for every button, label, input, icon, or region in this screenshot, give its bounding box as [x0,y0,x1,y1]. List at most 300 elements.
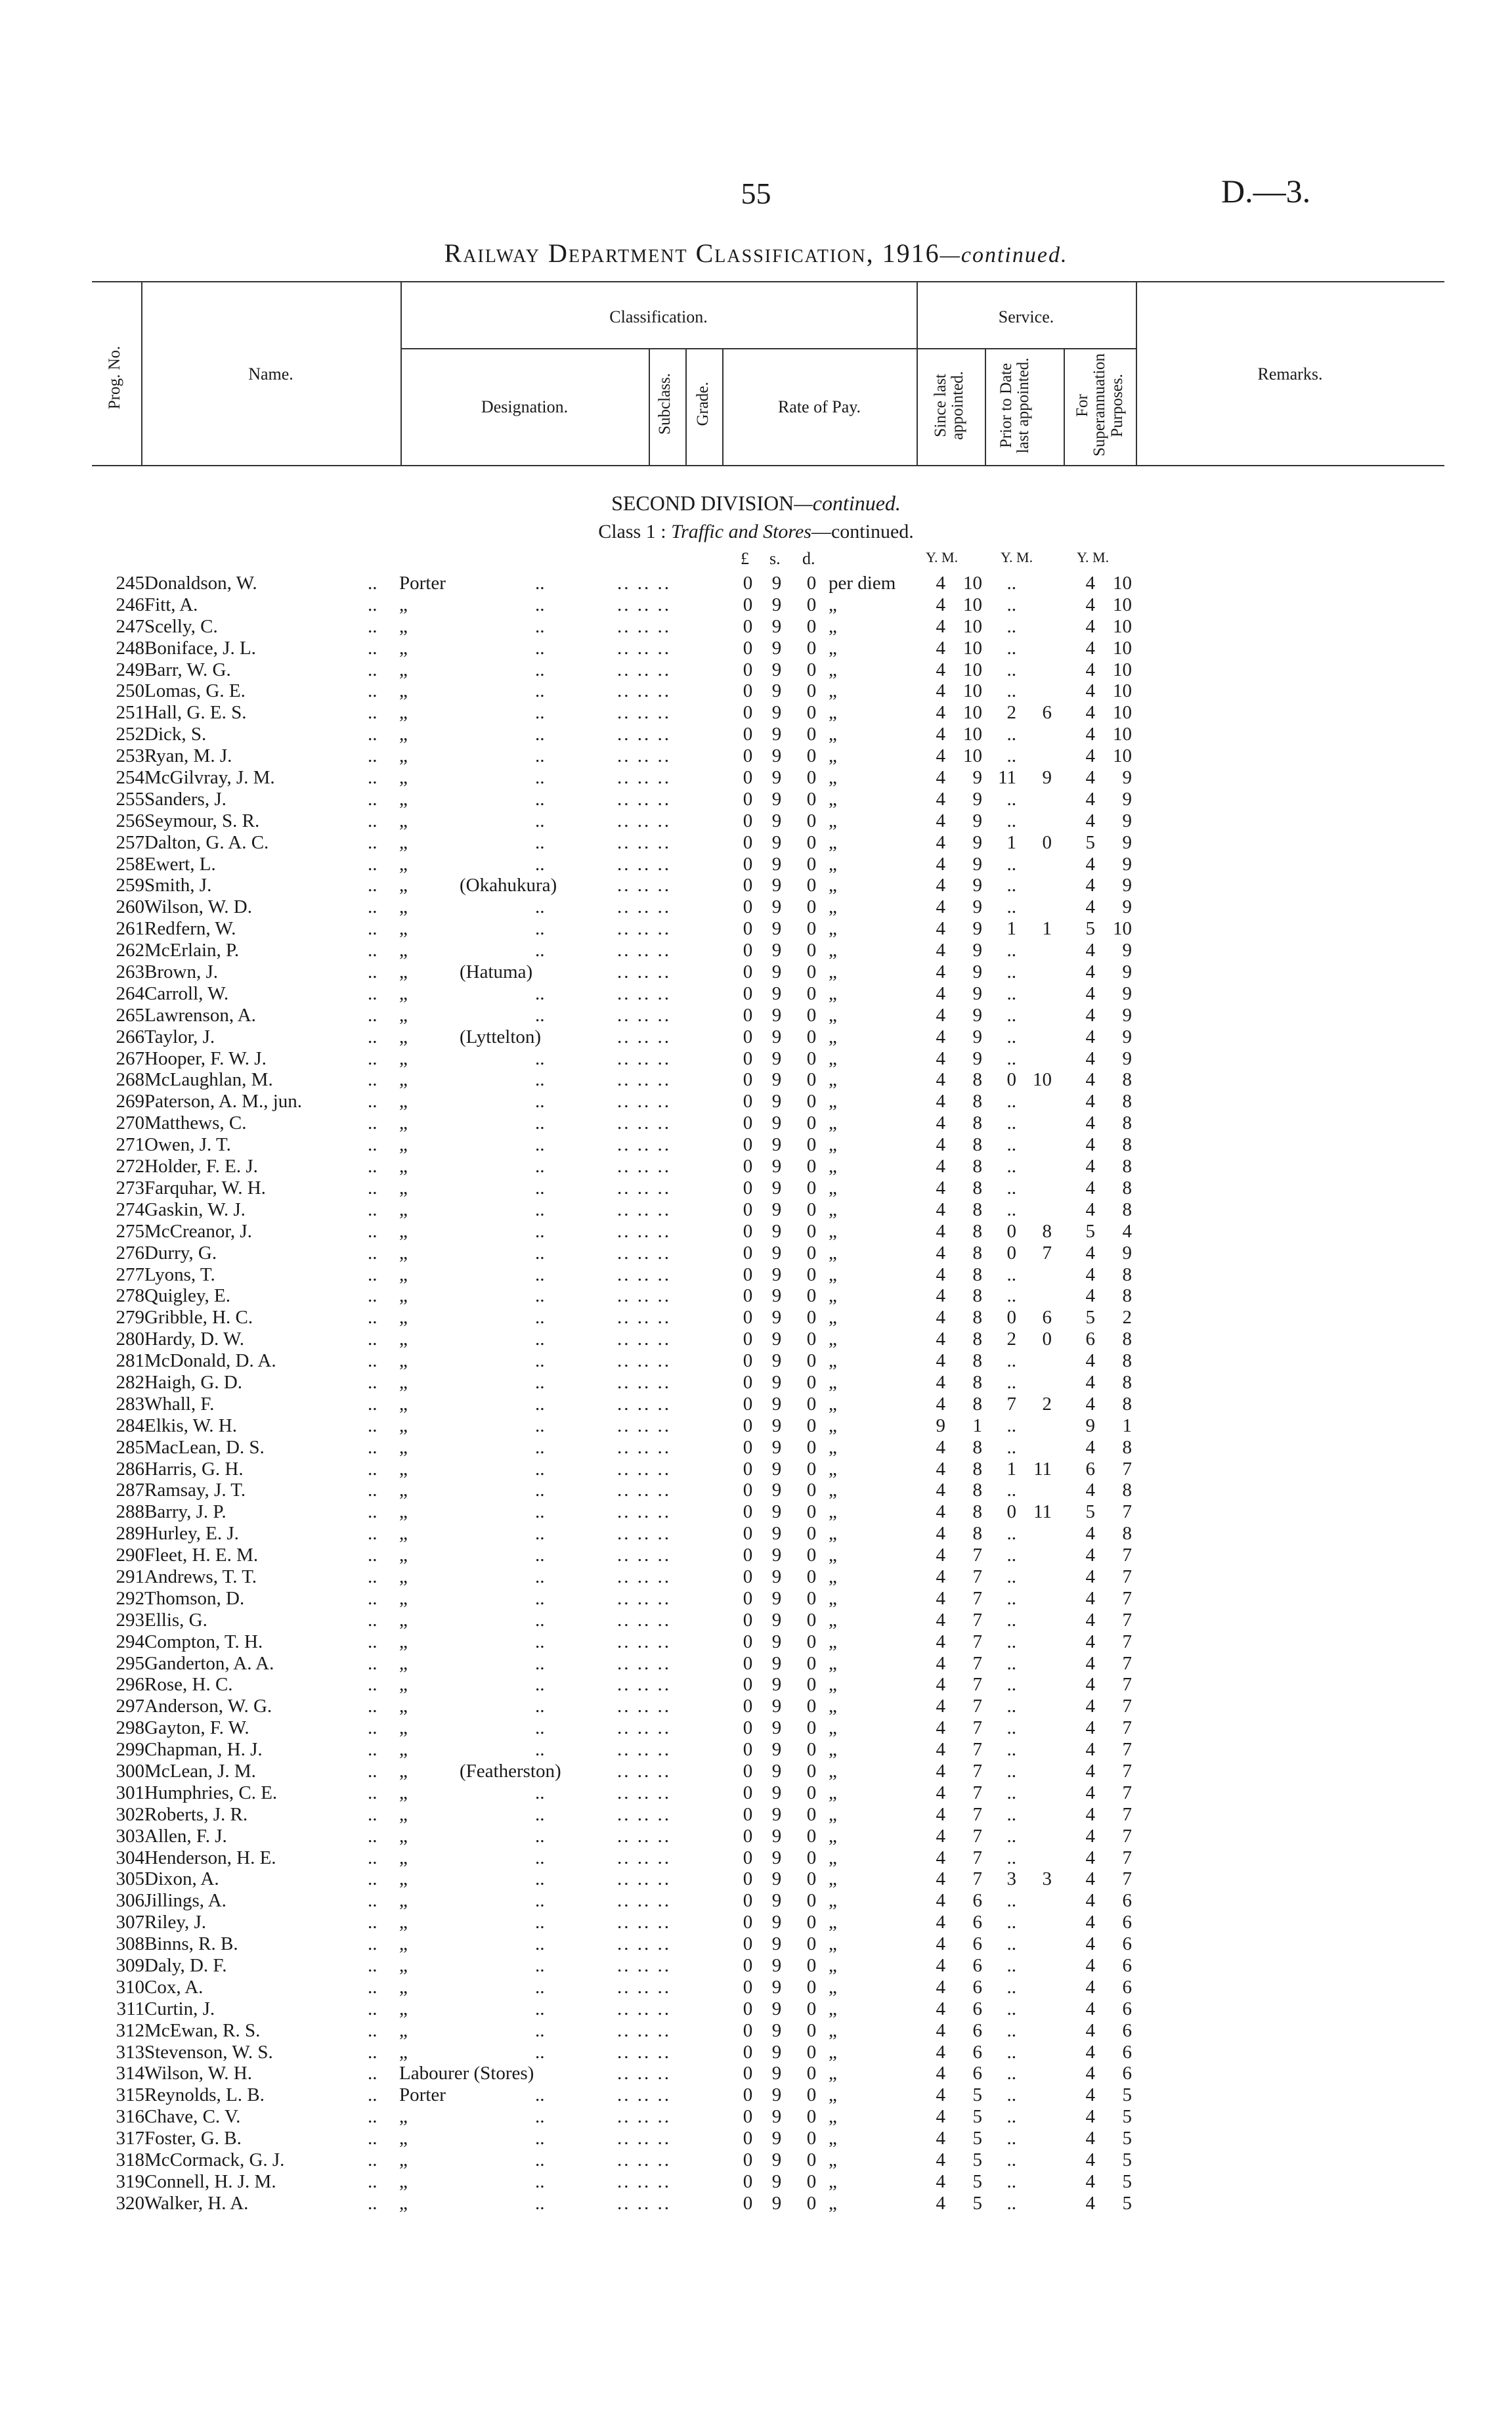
pay-shillings: 9 [771,1091,782,1112]
since-years: 4 [936,1782,945,1803]
prog-no: 311 [116,1998,144,2019]
employee-name: Curtin, J. [144,1998,215,2019]
leader-dots: .. [535,2019,545,2041]
pay-pence: 0 [806,767,817,789]
pay-period: „ [829,1976,837,1998]
pay-period: „ [829,1329,837,1350]
table-row [0,1804,1512,1826]
pay-period: „ [829,1912,837,1933]
leader-dots: .. [535,1264,545,1285]
leader-dots: .. .. .. [617,2149,671,2171]
leader-dots: .. [368,680,378,702]
pay-pounds: 0 [743,1220,753,1242]
pay-pence: 0 [806,2084,817,2106]
pay-pounds: 0 [743,724,753,745]
pay-pounds: 0 [743,1998,753,2019]
since-years: 4 [936,1285,945,1307]
header-superannuation: For Superannuation Purposes. [1073,353,1126,456]
pay-pence: 0 [806,1177,817,1199]
since-months: 9 [972,940,982,961]
pay-pounds: 0 [743,1760,753,1782]
since-years: 4 [936,1825,945,1847]
super-months: 4 [1122,1220,1132,1242]
leader-dots: .. .. .. [617,810,671,831]
table-row [0,1890,1512,1912]
super-months: 9 [1122,1026,1132,1047]
super-years: 6 [1085,1329,1095,1350]
leader-dots: .. .. .. [617,1912,671,1933]
leader-dots: .. [368,573,378,594]
leader-dots: .. .. .. [617,1587,671,1609]
pay-period: „ [829,1523,837,1545]
super-months: 5 [1122,2106,1132,2128]
pay-pence: 0 [806,1933,817,1955]
class-heading [0,521,1512,543]
pay-period: „ [829,1069,837,1091]
table-row [0,918,1512,940]
leader-dots: .. [368,2170,378,2192]
leader-dots: .. .. .. [617,1760,671,1782]
table-row [0,1372,1512,1394]
pay-shillings: 9 [771,1566,782,1587]
designation: „ [399,1739,408,1761]
since-months: 6 [972,1912,982,1933]
pay-pence: 0 [806,982,817,1004]
table-row [0,1717,1512,1739]
pay-period: „ [829,1609,837,1631]
designation: „ [399,1371,408,1393]
prior-years: .. [1006,1047,1016,1069]
pay-period: „ [829,1631,837,1652]
since-months: 6 [972,1890,982,1912]
prior-years: .. [1006,724,1016,745]
employee-name: Hurley, E. J. [144,1523,239,1545]
prior-years: .. [1006,1696,1016,1717]
super-months: 7 [1122,1674,1132,1696]
pay-shillings: 9 [771,1285,782,1307]
super-months: 5 [1122,2192,1132,2214]
pay-period: „ [829,1199,837,1220]
prog-no: 267 [116,1047,144,1069]
prior-years: .. [1006,1717,1016,1739]
prior-years: .. [1006,1285,1016,1307]
pay-shillings: 9 [771,1739,782,1761]
pay-shillings: 9 [771,1393,782,1415]
pay-pounds: 0 [743,2084,753,2106]
since-months: 7 [972,1566,982,1587]
since-years: 4 [936,1004,945,1026]
designation: „ [399,1631,408,1652]
prior-years: .. [1006,1436,1016,1458]
prog-no: 275 [116,1220,144,1242]
designation: „ [399,594,408,615]
super-years: 4 [1085,1868,1095,1890]
leader-dots: .. [535,615,545,637]
prior-years: .. [1006,1609,1016,1631]
super-years: 4 [1085,1631,1095,1652]
leader-dots: .. [368,724,378,745]
since-years: 4 [936,2170,945,2192]
super-years: 4 [1085,2192,1095,2214]
since-years: 4 [936,702,945,724]
pay-pounds: 0 [743,853,753,875]
pay-pence: 0 [806,1545,817,1566]
table-row [0,724,1512,745]
pay-shillings: 9 [771,1156,782,1177]
leader-dots: .. [535,1350,545,1372]
designation: „ [399,1976,408,1998]
table-row [0,1761,1512,1782]
since-years: 4 [936,1523,945,1545]
table-row [0,1350,1512,1372]
super-years: 4 [1085,940,1095,961]
leader-dots: .. [368,1501,378,1523]
leader-dots: .. [368,1998,378,2019]
pay-shillings: 9 [771,1523,782,1545]
designation: „ [399,1782,408,1803]
super-months: 7 [1122,1652,1132,1674]
pay-pence: 0 [806,1285,817,1307]
super-months: 10 [1113,680,1132,702]
leader-dots: .. [535,573,545,594]
prog-no: 293 [116,1609,144,1631]
prior-years: .. [1006,1652,1016,1674]
since-months: 8 [972,1199,982,1220]
leader-dots: .. [368,1004,378,1026]
since-months: 7 [972,1868,982,1890]
designation: „ [399,1868,408,1890]
since-years: 4 [936,810,945,831]
super-years: 4 [1085,2128,1095,2149]
pay-pounds: 0 [743,1545,753,1566]
since-years: 4 [936,1739,945,1761]
pay-period: „ [829,1587,837,1609]
super-years: 4 [1085,1587,1095,1609]
prior-years: .. [1006,2128,1016,2149]
super-years: 4 [1085,1912,1095,1933]
prog-no: 301 [116,1782,144,1803]
pay-period: „ [829,1890,837,1912]
leader-dots: .. [535,1717,545,1739]
since-years: 4 [936,1069,945,1091]
table-row [0,2063,1512,2084]
leader-dots: .. [535,745,545,767]
since-years: 4 [936,1026,945,1047]
leader-dots: .. [368,1329,378,1350]
prior-years: .. [1006,1004,1016,1026]
employee-name: Owen, J. T. [144,1134,231,1156]
leader-dots: .. [368,1458,378,1480]
since-years: 4 [936,2192,945,2214]
employee-name: Ganderton, A. A. [144,1652,274,1674]
prog-no: 282 [116,1371,144,1393]
super-months: 9 [1122,1004,1132,1026]
designation: „ [399,1264,408,1285]
super-months: 9 [1122,961,1132,983]
since-years: 4 [936,1912,945,1933]
pay-period: „ [829,1847,837,1868]
designation: „ [399,615,408,637]
leader-dots: .. .. .. [617,2063,671,2084]
super-months: 1 [1122,1415,1132,1436]
pay-period: „ [829,1868,837,1890]
designation: „ [399,1220,408,1242]
table-row [0,1739,1512,1761]
super-years: 5 [1085,918,1095,940]
employee-name: Ryan, M. J. [144,745,232,767]
header-remarks: Remarks. [1257,364,1323,384]
table-row [0,1285,1512,1307]
since-months: 8 [972,1177,982,1199]
prog-no: 306 [116,1890,144,1912]
employee-name: Dixon, A. [144,1868,219,1890]
unit-pounds: £ [741,549,749,568]
employee-name: Ellis, G. [144,1609,207,1631]
pay-pounds: 0 [743,2041,753,2063]
pay-pounds: 0 [743,1112,753,1134]
pay-pounds: 0 [743,1026,753,1047]
pay-pence: 0 [806,2192,817,2214]
table-row [0,2042,1512,2063]
leader-dots: .. [368,1523,378,1545]
header-classification: Classification. [609,307,708,326]
leader-dots: .. [368,2041,378,2063]
pay-pence: 0 [806,637,817,659]
super-months: 9 [1122,982,1132,1004]
prior-years: .. [1006,1998,1016,2019]
prog-no: 305 [116,1868,144,1890]
leader-dots: .. [535,853,545,875]
prog-no: 255 [116,788,144,810]
pay-period: „ [829,1004,837,1026]
pay-pounds: 0 [743,745,753,767]
pay-pence: 0 [806,918,817,940]
pay-pounds: 0 [743,1458,753,1480]
designation: „ [399,1825,408,1847]
leader-dots: .. .. .. [617,680,671,702]
leader-dots: .. .. .. [617,1933,671,1955]
prog-no: 272 [116,1156,144,1177]
since-months: 7 [972,1674,982,1696]
leader-dots: .. [535,1329,545,1350]
prior-years: .. [1006,1674,1016,1696]
section-title-main: SECOND DIVISION [611,491,794,515]
prior-years: .. [1006,615,1016,637]
leader-dots: .. [535,1134,545,1156]
leader-dots: .. .. .. [617,1307,671,1329]
pay-pence: 0 [806,1393,817,1415]
since-years: 4 [936,2106,945,2128]
employee-name: Walker, H. A. [144,2192,249,2214]
pay-pence: 0 [806,680,817,702]
pay-pence: 0 [806,615,817,637]
prog-no: 310 [116,1976,144,1998]
since-months: 9 [972,810,982,831]
table-row [0,1868,1512,1890]
prior-years: .. [1006,745,1016,767]
prior-years: .. [1006,1156,1016,1177]
unit-shillings: s. [769,549,781,568]
designation: „ [399,1847,408,1868]
pay-pounds: 0 [743,1371,753,1393]
designation: „ [399,788,408,810]
leader-dots: .. [535,2192,545,2214]
super-years: 4 [1085,1739,1095,1761]
prog-no: 251 [116,702,144,724]
pay-pence: 0 [806,1134,817,1156]
leader-dots: .. [535,1609,545,1631]
pay-period: „ [829,594,837,615]
since-years: 4 [936,2128,945,2149]
leader-dots: .. .. .. [617,1652,671,1674]
designation: „ [399,810,408,831]
employee-name: Stevenson, W. S. [144,2041,273,2063]
super-years: 4 [1085,961,1095,983]
pay-pence: 0 [806,2063,817,2084]
pay-pence: 0 [806,1912,817,1933]
since-months: 8 [972,1523,982,1545]
since-months: 9 [972,1026,982,1047]
since-months: 8 [972,1458,982,1480]
pay-shillings: 9 [771,1912,782,1933]
leader-dots: .. [368,659,378,680]
employee-name: Reynolds, L. B. [144,2084,265,2106]
since-months: 5 [972,2106,982,2128]
leader-dots: .. .. .. [617,1545,671,1566]
leader-dots: .. .. .. [617,2084,671,2106]
employee-name: Dalton, G. A. C. [144,831,269,853]
pay-pence: 0 [806,1112,817,1134]
prior-months: 1 [1042,918,1052,940]
super-years: 4 [1085,2106,1095,2128]
prog-no: 260 [116,896,144,918]
pay-shillings: 9 [771,1933,782,1955]
prog-no: 316 [116,2106,144,2128]
leader-dots: .. [535,1177,545,1199]
leader-dots: .. .. .. [617,1609,671,1631]
designation: „ [399,1998,408,2019]
pay-pounds: 0 [743,961,753,983]
since-years: 4 [936,1112,945,1134]
since-months: 10 [963,594,982,615]
since-years: 4 [936,1545,945,1566]
since-months: 8 [972,1393,982,1415]
since-years: 4 [936,961,945,983]
since-years: 4 [936,1631,945,1652]
section-title-suffix: —continued. [794,491,901,515]
pay-shillings: 9 [771,1415,782,1436]
since-months: 5 [972,2128,982,2149]
super-years: 4 [1085,1545,1095,1566]
super-months: 6 [1122,1933,1132,1955]
pay-period: „ [829,1220,837,1242]
pay-pence: 0 [806,2170,817,2192]
pay-shillings: 9 [771,2063,782,2084]
employee-name: MacLean, D. S. [144,1436,265,1458]
pay-pounds: 0 [743,1933,753,1955]
employee-name: Riley, J. [144,1912,206,1933]
header-rate-of-pay: Rate of Pay. [777,397,861,416]
leader-dots: .. [368,1047,378,1069]
prior-months: 8 [1042,1220,1052,1242]
prog-no: 292 [116,1587,144,1609]
designation: „ [399,1955,408,1976]
pay-period: „ [829,2128,837,2149]
pay-shillings: 9 [771,1264,782,1285]
leader-dots: .. .. .. [617,1242,671,1264]
pay-pounds: 0 [743,1825,753,1847]
pay-shillings: 9 [771,853,782,875]
designation: „ [399,1458,408,1480]
pay-pounds: 0 [743,1393,753,1415]
leader-dots: .. [368,1587,378,1609]
pay-shillings: 9 [771,1069,782,1091]
super-years: 4 [1085,810,1095,831]
since-months: 9 [972,875,982,896]
pay-period: per diem [829,573,896,594]
since-months: 9 [972,918,982,940]
super-months: 7 [1122,1609,1132,1631]
table-row [0,1005,1512,1026]
prior-years: .. [1006,1847,1016,1868]
leader-dots: .. .. .. [617,637,671,659]
since-months: 10 [963,745,982,767]
super-years: 4 [1085,1026,1095,1047]
since-months: 1 [972,1415,982,1436]
employee-name: Holder, F. E. J. [144,1156,258,1177]
leader-dots: .. [368,1717,378,1739]
super-months: 6 [1122,2063,1132,2084]
super-years: 4 [1085,788,1095,810]
leader-dots: .. [368,1912,378,1933]
pay-period: „ [829,2019,837,2041]
pay-pounds: 0 [743,2019,753,2041]
prog-no: 248 [116,637,144,659]
pay-pence: 0 [806,1026,817,1047]
leader-dots: .. [535,1415,545,1436]
since-years: 4 [936,2019,945,2041]
since-months: 8 [972,1371,982,1393]
pay-pounds: 0 [743,1350,753,1372]
designation: „ [399,1285,408,1307]
prog-no: 287 [116,1480,144,1501]
pay-pounds: 0 [743,1047,753,1069]
leader-dots: .. .. .. [617,961,671,983]
pay-pence: 0 [806,1696,817,1717]
location: (Okahukura) [460,875,557,896]
pay-pence: 0 [806,1587,817,1609]
pay-shillings: 9 [771,767,782,789]
super-months: 5 [1122,2170,1132,2192]
pay-period: „ [829,1955,837,1976]
designation: „ [399,1350,408,1372]
table-row [0,1394,1512,1415]
pay-shillings: 9 [771,1436,782,1458]
employee-name: Redfern, W. [144,918,236,940]
super-months: 7 [1122,1545,1132,1566]
prior-years: .. [1006,1739,1016,1761]
super-years: 4 [1085,1134,1095,1156]
leader-dots: .. [368,1545,378,1566]
super-months: 8 [1122,1523,1132,1545]
super-months: 8 [1122,1285,1132,1307]
leader-dots: .. [535,918,545,940]
pay-pence: 0 [806,2041,817,2063]
super-years: 4 [1085,1825,1095,1847]
employee-name: Andrews, T. T. [144,1566,257,1587]
leader-dots: .. .. .. [617,1825,671,1847]
pay-period: „ [829,615,837,637]
